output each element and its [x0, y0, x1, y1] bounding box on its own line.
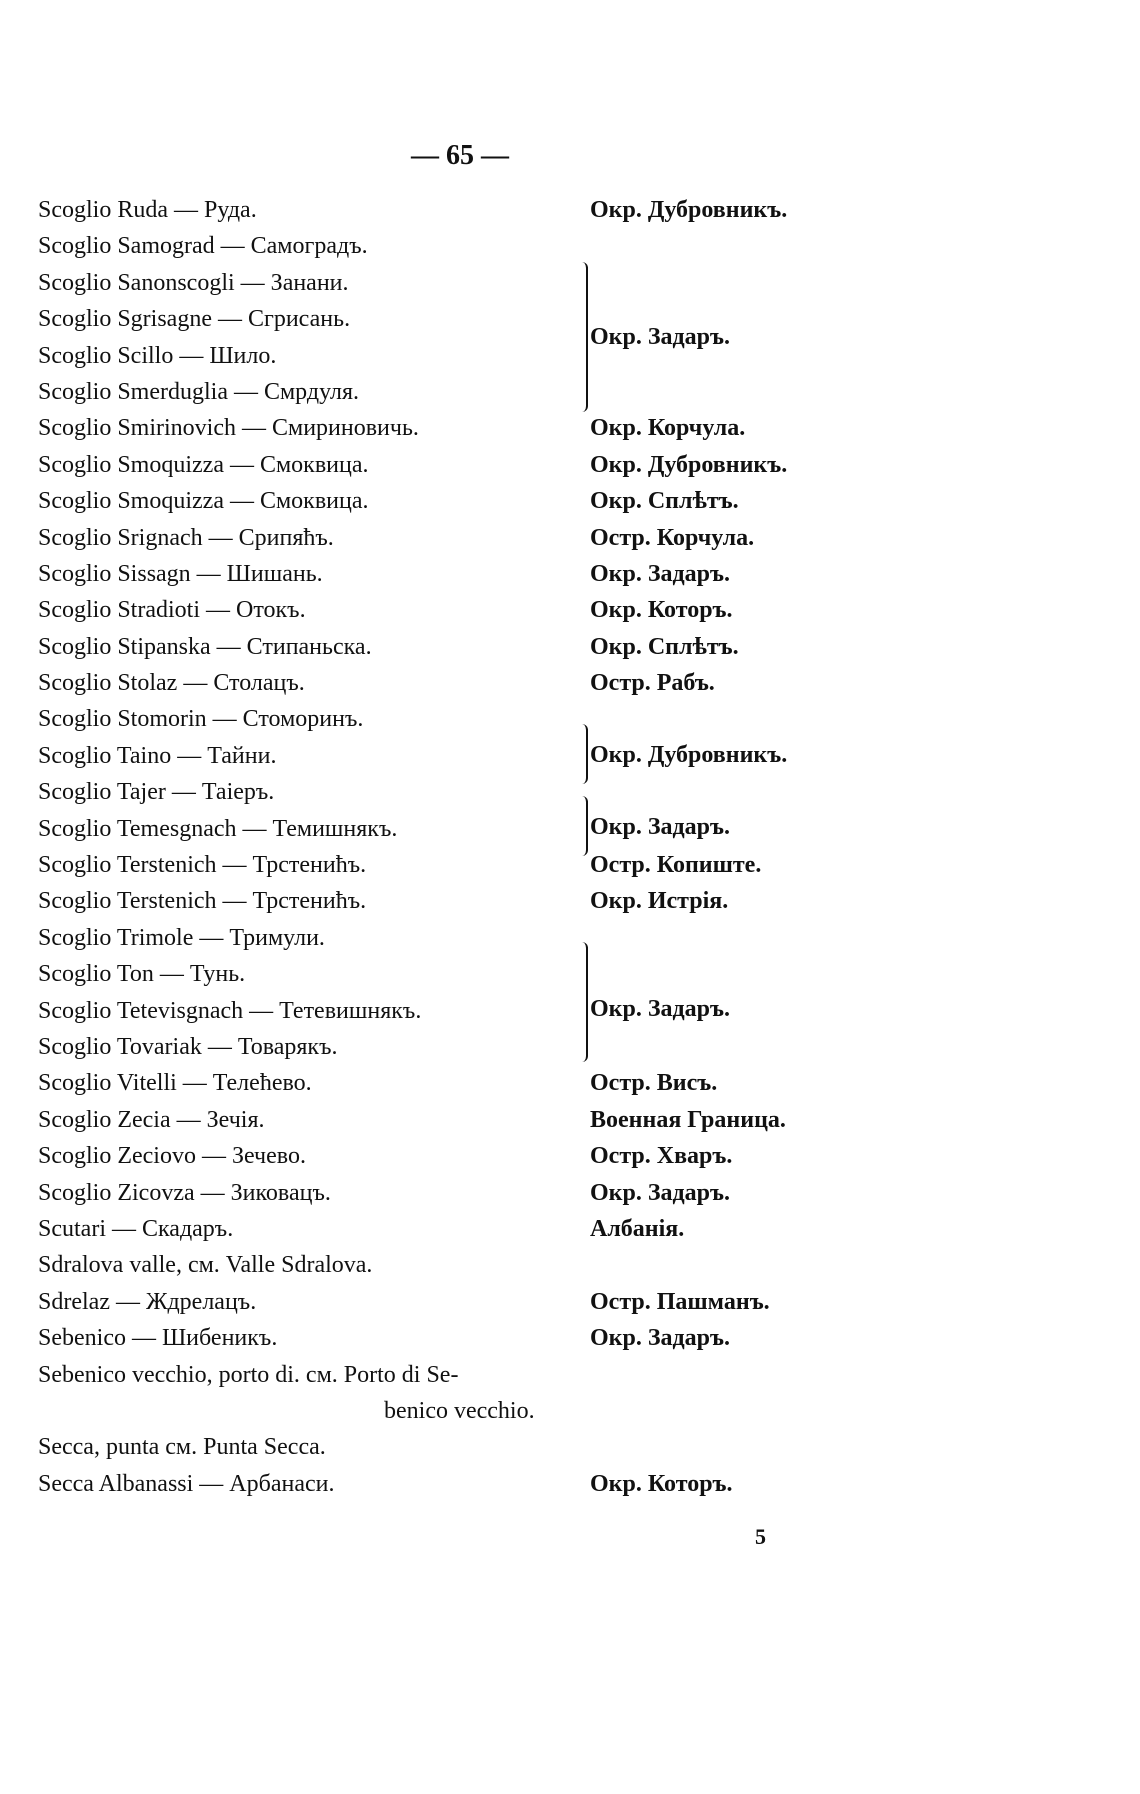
entry-row	[0, 920, 1140, 956]
entry-term: Scoglio Smerduglia — Смрдуля.	[38, 378, 360, 405]
entry-row	[0, 774, 1140, 810]
group-brace	[578, 262, 588, 412]
entry-term: Sebenico — Шибеникъ.	[38, 1325, 278, 1352]
entry-term: Scoglio Zicovza — Зиковацъ.	[38, 1179, 331, 1206]
group-location: Окр. Задаръ.	[590, 324, 730, 350]
entry-term: Scoglio Smoquizza — Смоквица.	[38, 451, 369, 478]
entry-row	[0, 1102, 1140, 1138]
entry-term: Scoglio Terstenich — Трстенићъ.	[38, 888, 367, 915]
entry-row	[0, 228, 1140, 264]
entry-term: Scoglio Scillo — Шило.	[38, 342, 277, 369]
entry-term: Scoglio Sanonscogli — Занани.	[38, 269, 349, 296]
entry-term: Scoglio Smirinovich — Смириновичь.	[38, 415, 419, 442]
entry-row	[0, 811, 1140, 847]
entry-location: Окр. Задаръ.	[590, 1179, 730, 1206]
entry-row	[0, 1466, 1140, 1502]
entry-row	[0, 993, 1140, 1029]
entry-location: Окр. Которъ.	[590, 597, 733, 624]
entry-row	[0, 374, 1140, 410]
entry-term: Scoglio Trimole — Тримули.	[38, 924, 325, 951]
group-location: Окр. Дубровникъ.	[590, 742, 788, 768]
entry-location: Окр. Корчула.	[590, 415, 746, 442]
entry-term: Scoglio Tajer — Таіеръ.	[38, 779, 275, 806]
entry-term: Scoglio Tetevisgnach — Тетевишнякъ.	[38, 997, 422, 1024]
entry-row	[0, 956, 1140, 992]
entry-term: Scoglio Vitelli — Телећево.	[38, 1070, 312, 1097]
entry-term: Scoglio Zecia — Зечія.	[38, 1106, 265, 1133]
entry-term: Scoglio Taino — Тайни.	[38, 742, 277, 769]
entry-continuation: benico vecchio.	[384, 1397, 535, 1424]
entry-term: Scoglio Tovariak — Товарякъ.	[38, 1033, 338, 1060]
entry-term: Scoglio Stipanska — Стипаньска.	[38, 633, 372, 660]
gazetteer-entries	[0, 192, 1140, 1502]
entry-term: Scoglio Stomorin — Стоморинъ.	[38, 706, 364, 733]
entry-location: Окр. Дубровникъ.	[590, 197, 788, 223]
entry-row	[0, 301, 1140, 337]
entry-location: Остр. Хваръ.	[590, 1143, 733, 1170]
entry-row	[0, 1393, 1140, 1429]
group-brace	[578, 796, 588, 856]
entry-term: Scoglio Sgrisagne — Сгрисань.	[38, 306, 351, 333]
entry-row	[0, 410, 1140, 446]
entry-row	[0, 338, 1140, 374]
entry-row	[0, 1029, 1140, 1065]
entry-row	[0, 1175, 1140, 1211]
entry-row	[0, 1320, 1140, 1356]
entry-location: Окр. Задаръ.	[590, 560, 730, 587]
entry-term: Sebenico vecchio, porto di. см. Porto di Se-	[38, 1361, 459, 1388]
entry-location: Остр. Висъ.	[590, 1070, 718, 1097]
entry-term: Scoglio Terstenich — Трстенићъ.	[38, 852, 367, 879]
entry-row	[0, 1357, 1140, 1393]
entry-term: Scoglio Stradioti — Отокъ.	[38, 597, 306, 624]
entry-location: Остр. Корчула.	[590, 524, 755, 551]
entry-term: Sdrelaz — Ждрелацъ.	[38, 1288, 257, 1315]
group-brace	[578, 942, 588, 1062]
entry-term: Scoglio Sissagn — Шишань.	[38, 560, 323, 587]
entry-location: Окр. Дубровникъ.	[590, 451, 788, 478]
entry-location: Остр. Копиште.	[590, 852, 762, 879]
entry-location: Остр. Рабъ.	[590, 670, 715, 697]
entry-row	[0, 1138, 1140, 1174]
entry-row	[0, 701, 1140, 737]
entry-term: Scoglio Samograd — Самоградъ.	[38, 233, 368, 260]
entry-location: Окр. Задаръ.	[590, 1325, 730, 1352]
entry-row	[0, 265, 1140, 301]
entry-row	[0, 1065, 1140, 1101]
group-location: Окр. Задаръ.	[590, 814, 730, 840]
entry-row	[0, 592, 1140, 628]
entry-row	[0, 847, 1140, 883]
group-brace	[578, 724, 588, 784]
entry-row	[0, 1429, 1140, 1465]
entry-row	[0, 1284, 1140, 1320]
entry-term: Scutari — Скадаръ.	[38, 1215, 234, 1242]
entry-row	[0, 883, 1140, 919]
entry-row	[0, 447, 1140, 483]
entry-row	[0, 556, 1140, 592]
entry-term: Scoglio Zeciovo — Зечево.	[38, 1143, 306, 1170]
entry-location: Албанія.	[590, 1215, 685, 1242]
entry-row	[0, 520, 1140, 556]
entry-term: Secca, punta см. Punta Secca.	[38, 1434, 326, 1461]
entry-row	[0, 192, 1140, 228]
entry-row	[0, 738, 1140, 774]
entry-location: Окр. Сплѣтъ.	[590, 488, 739, 515]
entry-term: Scoglio Ton — Тунь.	[38, 961, 246, 988]
entry-location: Окр. Сплѣтъ.	[590, 633, 739, 660]
entry-term: Scoglio Stolaz — Столацъ.	[38, 670, 305, 697]
entry-term: Scoglio Smoquizza — Смоквица.	[38, 488, 369, 515]
entry-row	[0, 1211, 1140, 1247]
entry-row	[0, 1247, 1140, 1283]
entry-location: Военная Граница.	[590, 1106, 786, 1133]
entry-term: Secca Albanassi — Арбанаси.	[38, 1470, 335, 1497]
entry-location: Окр. Истрія.	[590, 888, 729, 915]
entry-term: Sdralova valle, см. Valle Sdralova.	[38, 1252, 373, 1279]
entry-row	[0, 629, 1140, 665]
entry-row	[0, 665, 1140, 701]
group-location: Окр. Задаръ.	[590, 996, 730, 1022]
signature-mark: 5	[755, 1524, 766, 1549]
page-number: — 65 —	[411, 140, 509, 171]
entry-row	[0, 483, 1140, 519]
entry-location: Остр. Пашманъ.	[590, 1288, 770, 1315]
entry-term: Scoglio Srignach — Срипяћъ.	[38, 524, 334, 551]
entry-location: Окр. Которъ.	[590, 1470, 733, 1497]
entry-term: Scoglio Temesgnach — Темишнякъ.	[38, 815, 398, 842]
entry-term: Scoglio Ruda — Руда.	[38, 197, 257, 223]
